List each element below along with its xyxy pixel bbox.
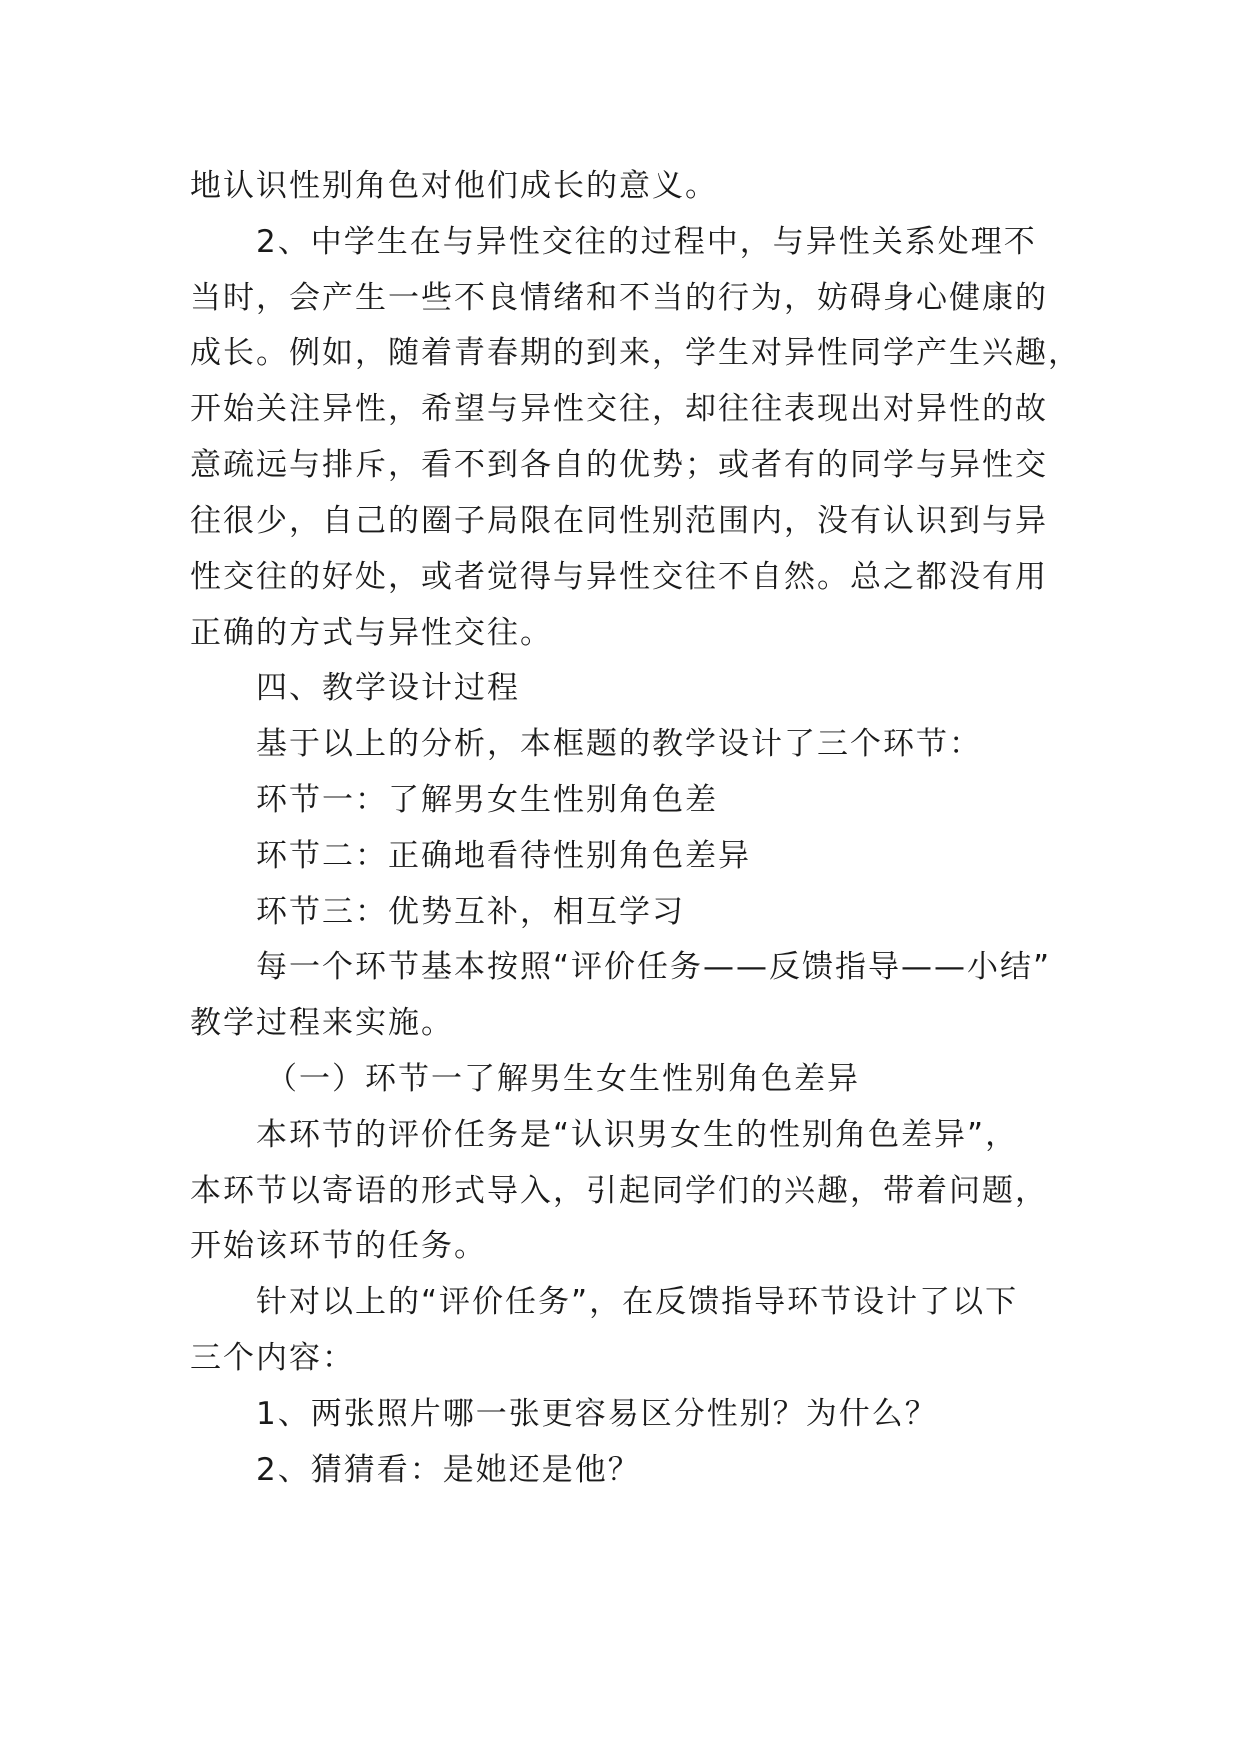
text-line: 当时，会产生一些不良情绪和不当的行为，妨碍身心健康的: [190, 280, 1048, 316]
text-line: 2、中学生在与异性交往的过程中，与异性关系处理不: [256, 224, 1037, 260]
list-item: 环节二：正确地看待性别角色差异: [256, 838, 751, 874]
list-item: 1、两张照片哪一张更容易区分性别？为什么？: [256, 1396, 938, 1432]
list-item: 环节一：了解男女生性别角色差: [256, 782, 718, 818]
text-line: 基于以上的分析，本框题的教学设计了三个环节：: [256, 726, 982, 762]
text-line: 地认识性别角色对他们成长的意义。: [190, 168, 718, 204]
text-line: 开始关注异性，希望与异性交往，却往往表现出对异性的故: [190, 391, 1048, 427]
text-line: 本环节的评价任务是“认识男女生的性别角色差异”，: [256, 1117, 1019, 1153]
text-line: 成长。例如，随着青春期的到来，学生对异性同学产生兴趣，: [190, 335, 1081, 371]
list-item: 环节三：优势互补，相互学习: [256, 894, 685, 930]
text-line: 意疏远与排斥，看不到各自的优势；或者有的同学与异性交: [190, 447, 1048, 483]
text-line: 每一个环节基本按照“评价任务——反馈指导——小结”: [256, 949, 1052, 985]
text-line: 针对以上的“评价任务”，在反馈指导环节设计了以下: [256, 1284, 1019, 1320]
text-line: 教学过程来实施。: [190, 1005, 454, 1041]
text-line: 三个内容：: [190, 1340, 355, 1376]
text-line: 正确的方式与异性交往。: [190, 615, 553, 651]
subsection-heading: （一）环节一了解男生女生性别角色差异: [266, 1061, 860, 1097]
text-line: 往很少，自己的圈子局限在同性别范围内，没有认识到与异: [190, 503, 1048, 539]
section-heading: 四、教学设计过程: [256, 670, 520, 706]
text-line: 性交往的好处，或者觉得与异性交往不自然。总之都没有用: [190, 559, 1048, 595]
list-item: 2、猜猜看：是她还是他？: [256, 1452, 641, 1488]
text-line: 本环节以寄语的形式导入，引起同学们的兴趣，带着问题，: [190, 1173, 1048, 1209]
text-line: 开始该环节的任务。: [190, 1228, 487, 1264]
